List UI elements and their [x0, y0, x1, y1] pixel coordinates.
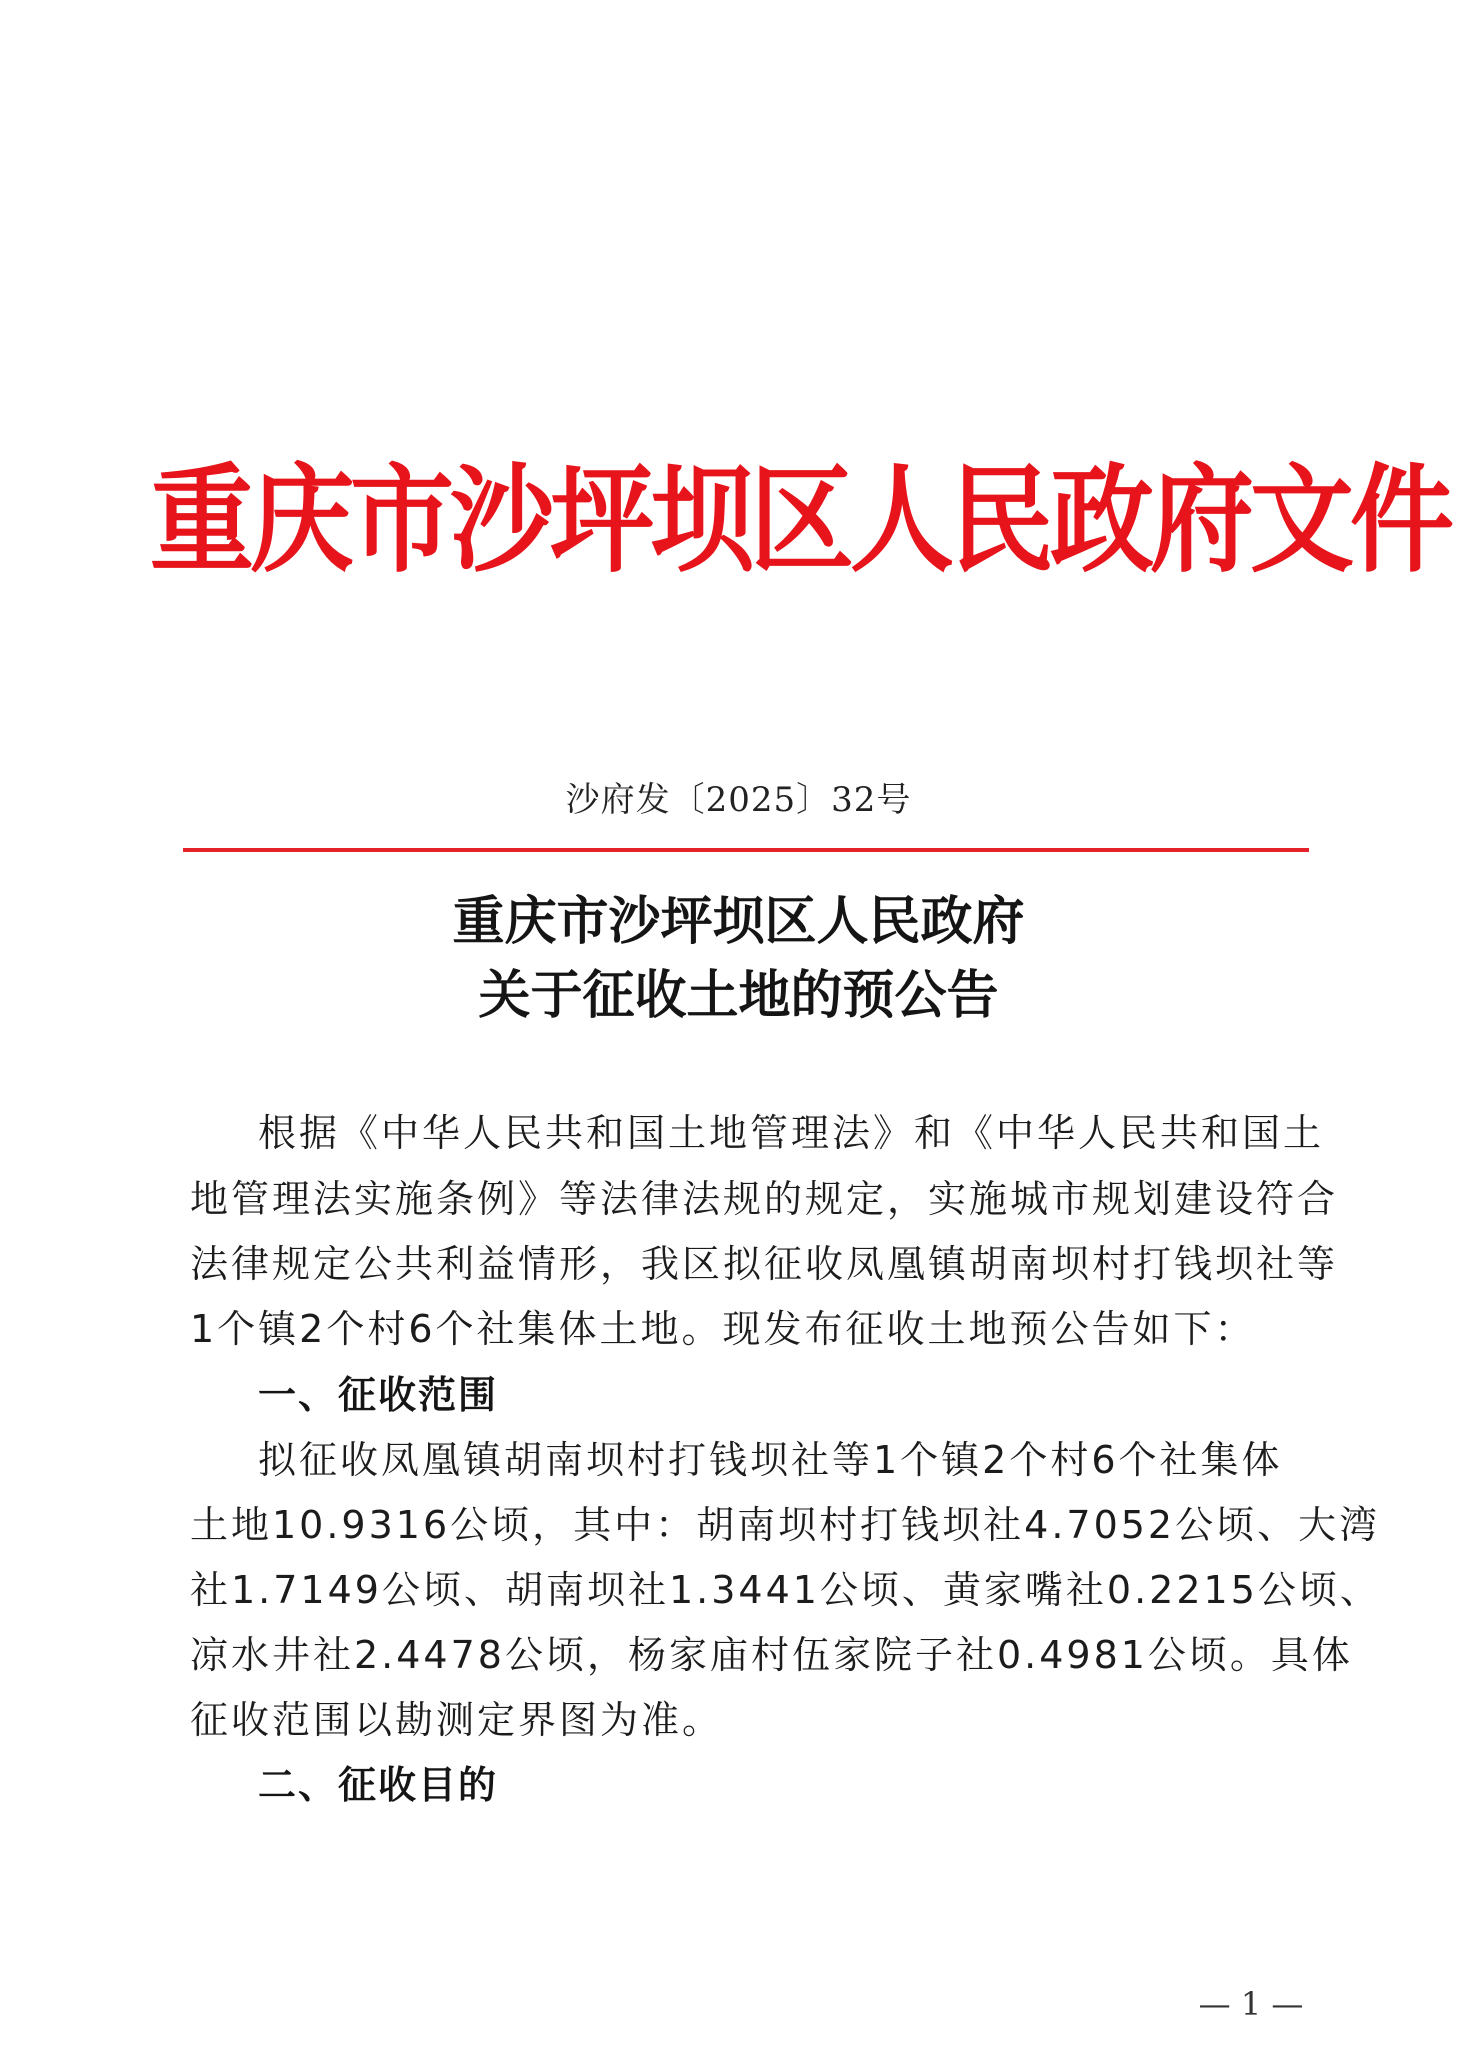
section-1-line-1: 拟征收凤凰镇胡南坝村打钱坝社等1个镇2个村6个社集体 — [258, 1438, 1283, 1482]
page-number: — 1 — — [1198, 1985, 1304, 2023]
section-1-heading: 一、征收范围 — [258, 1373, 499, 1417]
red-separator-rule — [183, 848, 1309, 852]
notice-title-line-2: 关于征收土地的预公告 — [478, 966, 999, 1026]
document-number: 沙府发〔2025〕32号 — [565, 780, 912, 820]
notice-title-line-1: 重庆市沙坪坝区人民政府 — [452, 892, 1025, 952]
section-1-line-2: 土地10.9316公顷，其中：胡南坝村打钱坝社4.7052公顷、大湾 — [190, 1503, 1381, 1547]
intro-line-2: 地管理法实施条例》等法律法规的规定，实施城市规划建设符合 — [190, 1177, 1339, 1221]
intro-line-3: 法律规定公共利益情形，我区拟征收凤凰镇胡南坝村打钱坝社等 — [190, 1242, 1339, 1286]
section-1-line-4: 凉水井社2.4478公顷，杨家庙村伍家院子社0.4981公顷。具体 — [190, 1633, 1353, 1677]
intro-line-1: 根据《中华人民共和国土地管理法》和《中华人民共和国土 — [258, 1111, 1325, 1155]
document-masthead: 重庆市沙坪坝区人民政府文件 — [150, 450, 1451, 589]
intro-line-4: 1个镇2个村6个社集体土地。现发布征收土地预公告如下： — [190, 1307, 1256, 1351]
section-1-line-5: 征收范围以勘测定界图为准。 — [190, 1698, 724, 1742]
section-2-heading: 二、征收目的 — [258, 1763, 499, 1807]
section-1-line-3: 社1.7149公顷、胡南坝社1.3441公顷、黄家嘴社0.2215公顷、 — [190, 1568, 1381, 1612]
